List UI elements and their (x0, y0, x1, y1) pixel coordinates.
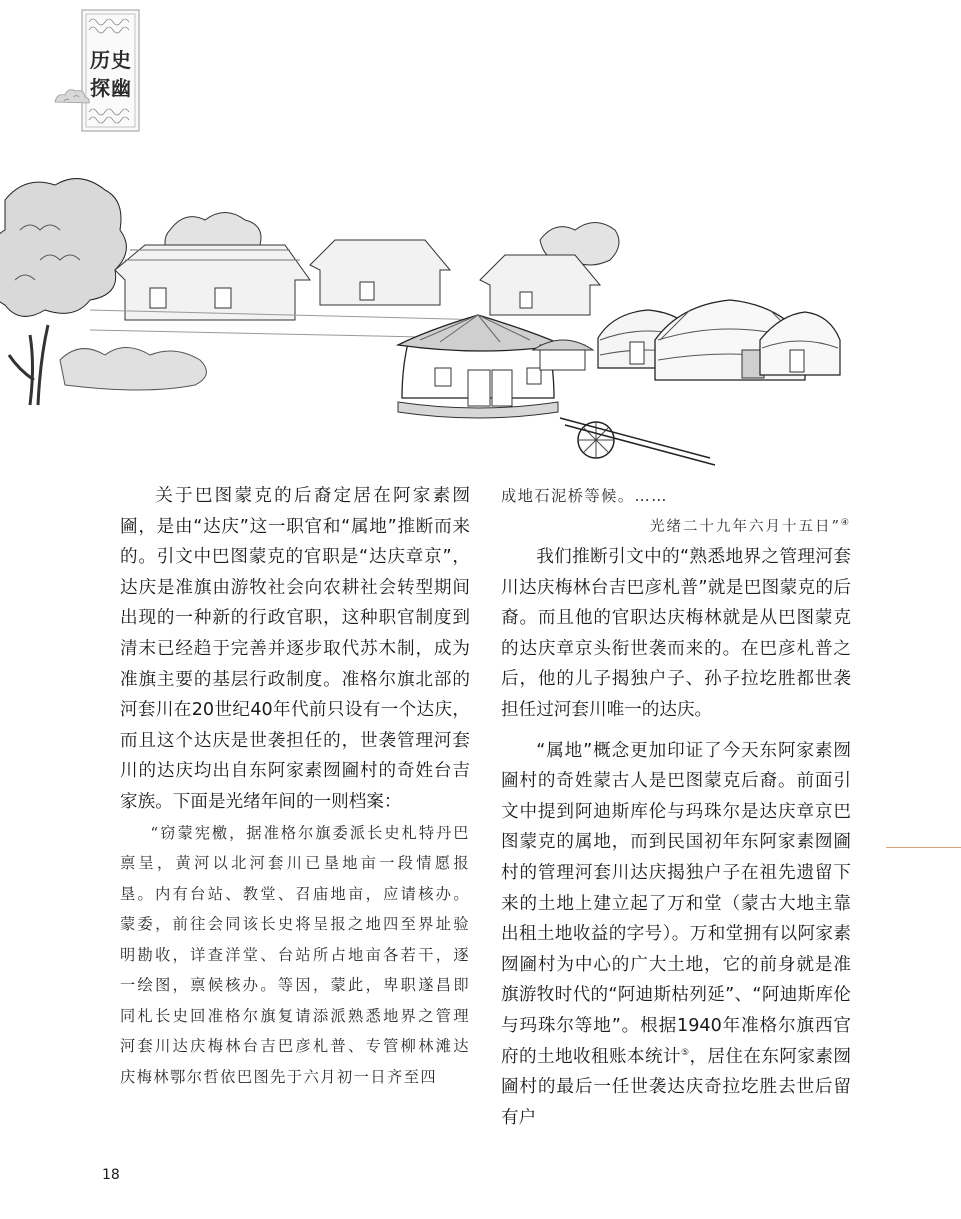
paragraph-text: ，居住在东阿家素囫圇村的最后一任世袭达庆奇拉圪胜去世后留有户 (501, 1046, 851, 1128)
body-paragraph: 关于巴图蒙克的后裔定居在阿家素囫圇，是由“达庆”这一职官和“属地”推断而来的。引文中巴图蒙克的官职是“达庆章京”，达庆是准旗由游牧社会向农耕社会转型期间出现的一种新的行政官职，这种职官制度到清末已经趋于完善并逐步取代苏木制，成为准旗主要的基层行政制度。准格尔旗北部的河套川在20世纪40年代前只设有一个达庆，而且这个达庆是世袭担任的，世袭管理河套川的达庆均出自东阿家素囫圇村的奇姓台吉家族。下面是光绪年间的一则档案： (120, 486, 470, 812)
section-badge-line2: 探幽 (90, 76, 132, 100)
right-text-column (501, 481, 851, 1133)
archive-date: 光绪二十九年六月十五日” (650, 518, 841, 535)
page-number: 18 (102, 1167, 120, 1183)
village-yurt-illustration (0, 170, 860, 480)
body-paragraph (501, 736, 851, 1134)
section-badge-line1: 历史 (90, 48, 132, 72)
archive-quote: “窃蒙宪檄，据准格尔旗委派长史札特丹巴禀呈，黄河以北河套川已垦地亩一段情愿报垦。内有台站、教堂、召庙地亩，应请核办。蒙委，前往会同该长史将呈报之地四至界址验明勘收，详查洋堂、台站所占地亩各若干，逐一绘图，禀候核办。等因，蒙此，卑职遂昌即同札长史回准格尔旗复请添派熟悉地界之管理河套川达庆梅林台吉巴彦札普、专管柳林滩达庆梅林鄂尔哲依巴图先于六月初一日齐至四 (120, 823, 470, 1086)
paragraph-text: “属地”概念更加印证了今天东阿家素囫圇村的奇姓蒙古人是巴图蒙克后裔。前面引文中提到阿迪斯库伦与玛珠尔是达庆章京巴图蒙克的属地，而到民国初年东阿家素囫圇村的管理河套川达庆揭独户子在祖先遗留下来的土地上建立起了万和堂（蒙古大地主靠出租土地收益的字号）。万和堂拥有以阿家素囫圇村为中心的广大土地，它的前身就是准旗游牧时代的“阿迪斯枯列延”、“阿迪斯库伦与玛珠尔等地”。根据1940年准格尔旗西官府的土地收租账本统计 (501, 740, 851, 1067)
footnote-marker: ⑤ (680, 1047, 690, 1058)
body-paragraph: 我们推断引文中的“熟悉地界之管理河套川达庆梅林台吉巴彦札普”就是巴图蒙克的后裔。而且他的官职达庆梅林就是从巴图蒙克的达庆章京头衔世袭而来的。在巴彦札普之后，他的儿子揭独户子、孙子拉圪胜都世袭担任过河套川唯一的达庆。 (501, 547, 851, 721)
left-text-column (120, 481, 470, 1092)
archive-date-line (501, 512, 851, 543)
archive-quote-end: 成地石泥桥等候。…… (501, 487, 668, 505)
section-badge (80, 46, 142, 102)
footnote-marker: ④ (840, 517, 851, 528)
margin-rule-divider (886, 847, 961, 848)
